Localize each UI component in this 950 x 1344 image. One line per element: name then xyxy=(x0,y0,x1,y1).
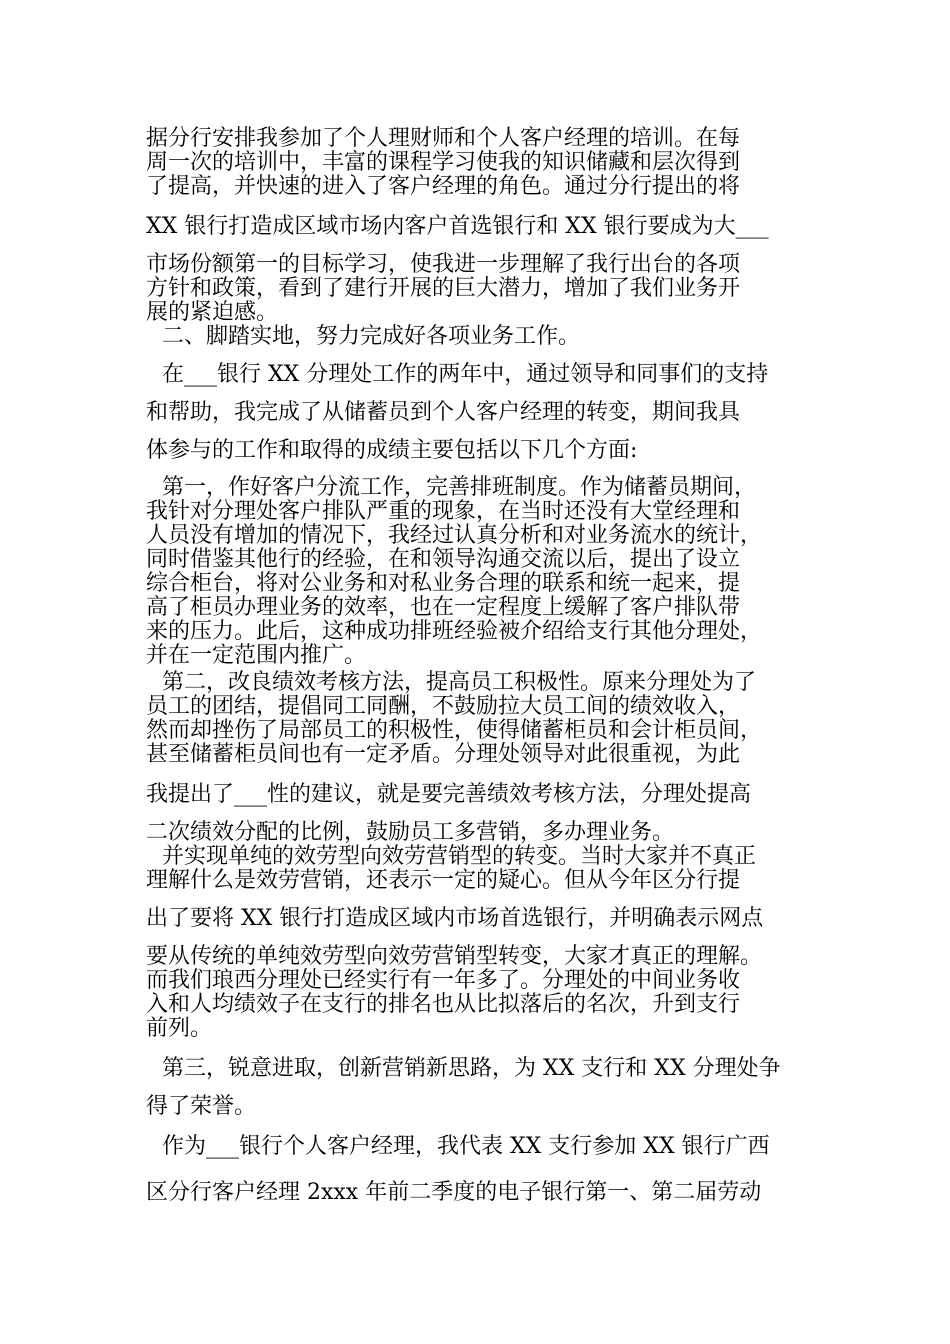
text-line: 理解什么是效劳营销，还表示一定的疑心。但从今年区分行提 xyxy=(146,868,741,893)
text-line: 据分行安排我参加了个人理财师和个人客户经理的培训。在每 xyxy=(146,126,741,151)
text-line: 入和人均绩效子在支行的排名也从比拟落后的名次，升到支行 xyxy=(146,992,741,1017)
text-line: 第三，锐意进取，创新营销新思路，为 XX 支行和 XX 分理处争 xyxy=(162,1056,781,1081)
text-line: 同时借鉴其他行的经验，在和领导沟通交流以后，提出了设立 xyxy=(146,547,741,572)
text-line: 综合柜台，将对公业务和对私业务合理的联系和统一起来，提 xyxy=(146,571,741,596)
text-line: 了提高，并快速的进入了客户经理的角色。通过分行提出的将 xyxy=(146,174,741,199)
text-line: 来的压力。此后，这种成功排班经验被介绍给支行其他分理处， xyxy=(146,619,763,644)
text-line: 作为___银行个人客户经理，我代表 XX 支行参加 XX 银行广西 xyxy=(162,1134,770,1159)
text-line: 展的紧迫感。 xyxy=(146,300,279,325)
text-line: 要从传统的单纯效劳型向效劳营销型转变，大家才真正的理解。 xyxy=(146,944,763,969)
text-line: 并在一定范围内推广。 xyxy=(146,643,367,668)
text-line: 周一次的培训中，丰富的课程学习使我的知识储藏和层次得到 xyxy=(146,150,741,175)
text-line: 出了要将 XX 银行打造成区域内市场首选银行，并明确表示网点 xyxy=(146,906,764,931)
text-line: 甚至储蓄柜员间也有一定矛盾。分理处领导对此很重视，为此 xyxy=(146,742,741,767)
text-line: 二次绩效分配的比例，鼓励员工多营销，多办理业务。 xyxy=(146,820,675,845)
text-line: 得了荣誉。 xyxy=(146,1094,257,1119)
text-line: 和帮助，我完成了从储蓄员到个人客户经理的转变，期间我具 xyxy=(146,400,741,425)
text-line: 人员没有增加的情况下，我经过认真分析和对业务流水的统计， xyxy=(146,523,763,548)
text-line: 前列。 xyxy=(146,1016,213,1041)
text-line: 然而却挫伤了局部员工的积极性，使得储蓄柜员和会计柜员间， xyxy=(146,718,763,743)
text-line: 我针对分理处客户排队严重的现象，在当时还没有大堂经理和 xyxy=(146,499,741,524)
text-line: 并实现单纯的效劳型向效劳营销型的转变。当时大家并不真正 xyxy=(162,844,757,869)
text-line: 第二，改良绩效考核方法，提高员工积极性。原来分理处为了 xyxy=(162,670,757,695)
text-line: 区分行客户经理 2xxx 年前二季度的电子银行第一、第二届劳动 xyxy=(146,1180,762,1205)
text-line: 我提出了___性的建议，就是要完善绩效考核方法，分理处提高 xyxy=(146,782,752,807)
text-line: 方针和政策，看到了建行开展的巨大潜力，增加了我们业务开 xyxy=(146,276,741,301)
text-line: 市场份额第一的目标学习，使我进一步理解了我行出台的各项 xyxy=(146,252,741,277)
text-line: 高了柜员办理业务的效率，也在一定程度上缓解了客户排队带 xyxy=(146,595,741,620)
section-heading: 二、脚踏实地，努力完成好各项业务工作。 xyxy=(162,324,581,349)
text-line: 员工的团结，提倡同工同酬，不鼓励拉大员工间的绩效收入， xyxy=(146,694,741,719)
text-line: 在___银行 XX 分理处工作的两年中，通过领导和同事们的支持 xyxy=(162,362,769,387)
text-line: 第一，作好客户分流工作，完善排班制度。作为储蓄员期间， xyxy=(162,475,757,500)
text-line: XX 银行打造成区域市场内客户首选银行和 XX 银行要成为大___ xyxy=(146,214,769,239)
text-line: 而我们琅西分理处已经实行有一年多了。分理处的中间业务收 xyxy=(146,968,741,993)
text-line: 体参与的工作和取得的成绩主要包括以下几个方面: xyxy=(146,438,638,463)
